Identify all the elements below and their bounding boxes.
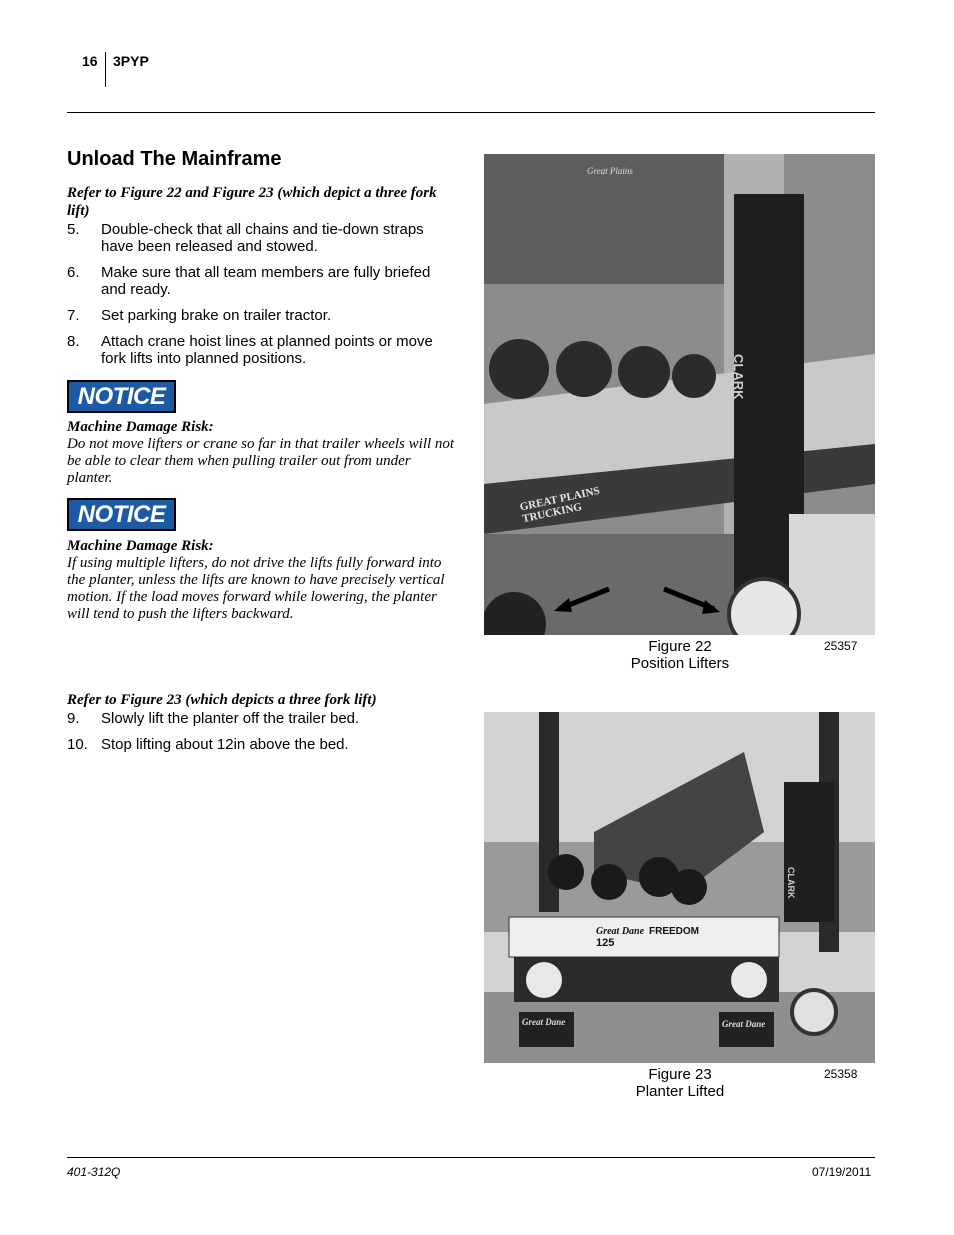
figure-title: Figure 22 — [648, 638, 712, 655]
step-text: Slowly lift the planter off the trailer bed. — [101, 710, 360, 727]
notice-badge — [67, 498, 176, 531]
step-text: Double-check that all chains and tie-down straps have been released and stowed. — [101, 221, 424, 255]
notice-heading: Machine Damage Risk: — [67, 419, 214, 435]
refer-note-2: Refer to Figure 23 (which depicts a three fork lift) — [67, 692, 377, 708]
doc-date: 07/19/2011 — [812, 1165, 872, 1179]
figure-22-caption — [580, 638, 780, 672]
figure-title: Figure 23 — [648, 1066, 712, 1083]
notice-label: NOTICE — [69, 382, 174, 411]
photo-label: 125 — [596, 937, 615, 949]
figure-subtitle: Position Lifters — [630, 655, 730, 672]
photo-label: Great Plains — [587, 166, 633, 176]
notice-heading: Machine Damage Risk: — [67, 538, 214, 554]
step-text: Set parking brake on trailer tractor. — [101, 307, 332, 324]
photo-label: Great Dane — [522, 1017, 566, 1027]
photo-label: Great Dane — [596, 926, 645, 937]
top-rule — [67, 112, 875, 113]
notice-badge — [67, 380, 176, 413]
step-number: 9. — [67, 710, 80, 727]
photo-label: CLARK — [731, 354, 746, 400]
doc-number: 401-312Q — [67, 1165, 121, 1179]
step-text: Make sure that all team members are fully briefed and ready. — [101, 264, 431, 298]
notice-text: If using multiple lifters, do not drive the lifts fully forward into the planter, unless the lifts are known to have precisely vertical motion. If the load moves forward while lowering, the planter will tend to push the lifters backward. — [67, 555, 445, 622]
figure-subtitle: Planter Lifted — [635, 1083, 725, 1100]
figure-23-photo — [484, 712, 875, 1063]
figure-23-number: 25358 — [824, 1067, 858, 1081]
step-text: Attach crane hoist lines at planned points or move fork lifts into planned positions. — [101, 333, 433, 367]
figure-22-photo — [484, 154, 875, 635]
bottom-rule — [67, 1157, 875, 1158]
step-number: 8. — [67, 333, 80, 350]
page-number: 16 — [82, 53, 98, 69]
step-text: Stop lifting about 12in above the bed. — [101, 736, 349, 753]
refer-note-1: Refer to Figure 22 and Figure 23 (which depict a three fork lift) — [67, 185, 437, 219]
header-divider — [105, 52, 106, 87]
step-number: 7. — [67, 307, 80, 324]
model-name: 3PYP — [113, 53, 149, 69]
notice-text: Do not move lifters or crane so far in that trailer wheels will not be able to clear them when pulling trailer out from under planter. — [67, 436, 455, 486]
step-number: 10. — [67, 736, 88, 753]
photo-label: CLARK — [786, 867, 796, 899]
section-title: Unload The Mainframe — [67, 148, 282, 170]
photo-label: Great Dane — [722, 1019, 766, 1029]
notice-label: NOTICE — [69, 500, 174, 529]
figure-23-caption — [580, 1066, 780, 1100]
photo-label: FREEDOM — [649, 926, 699, 937]
photo-label: GREAT PLAINS TRUCKING — [518, 484, 601, 526]
step-number: 5. — [67, 221, 80, 238]
figure-22-number: 25357 — [824, 639, 858, 653]
step-number: 6. — [67, 264, 80, 281]
